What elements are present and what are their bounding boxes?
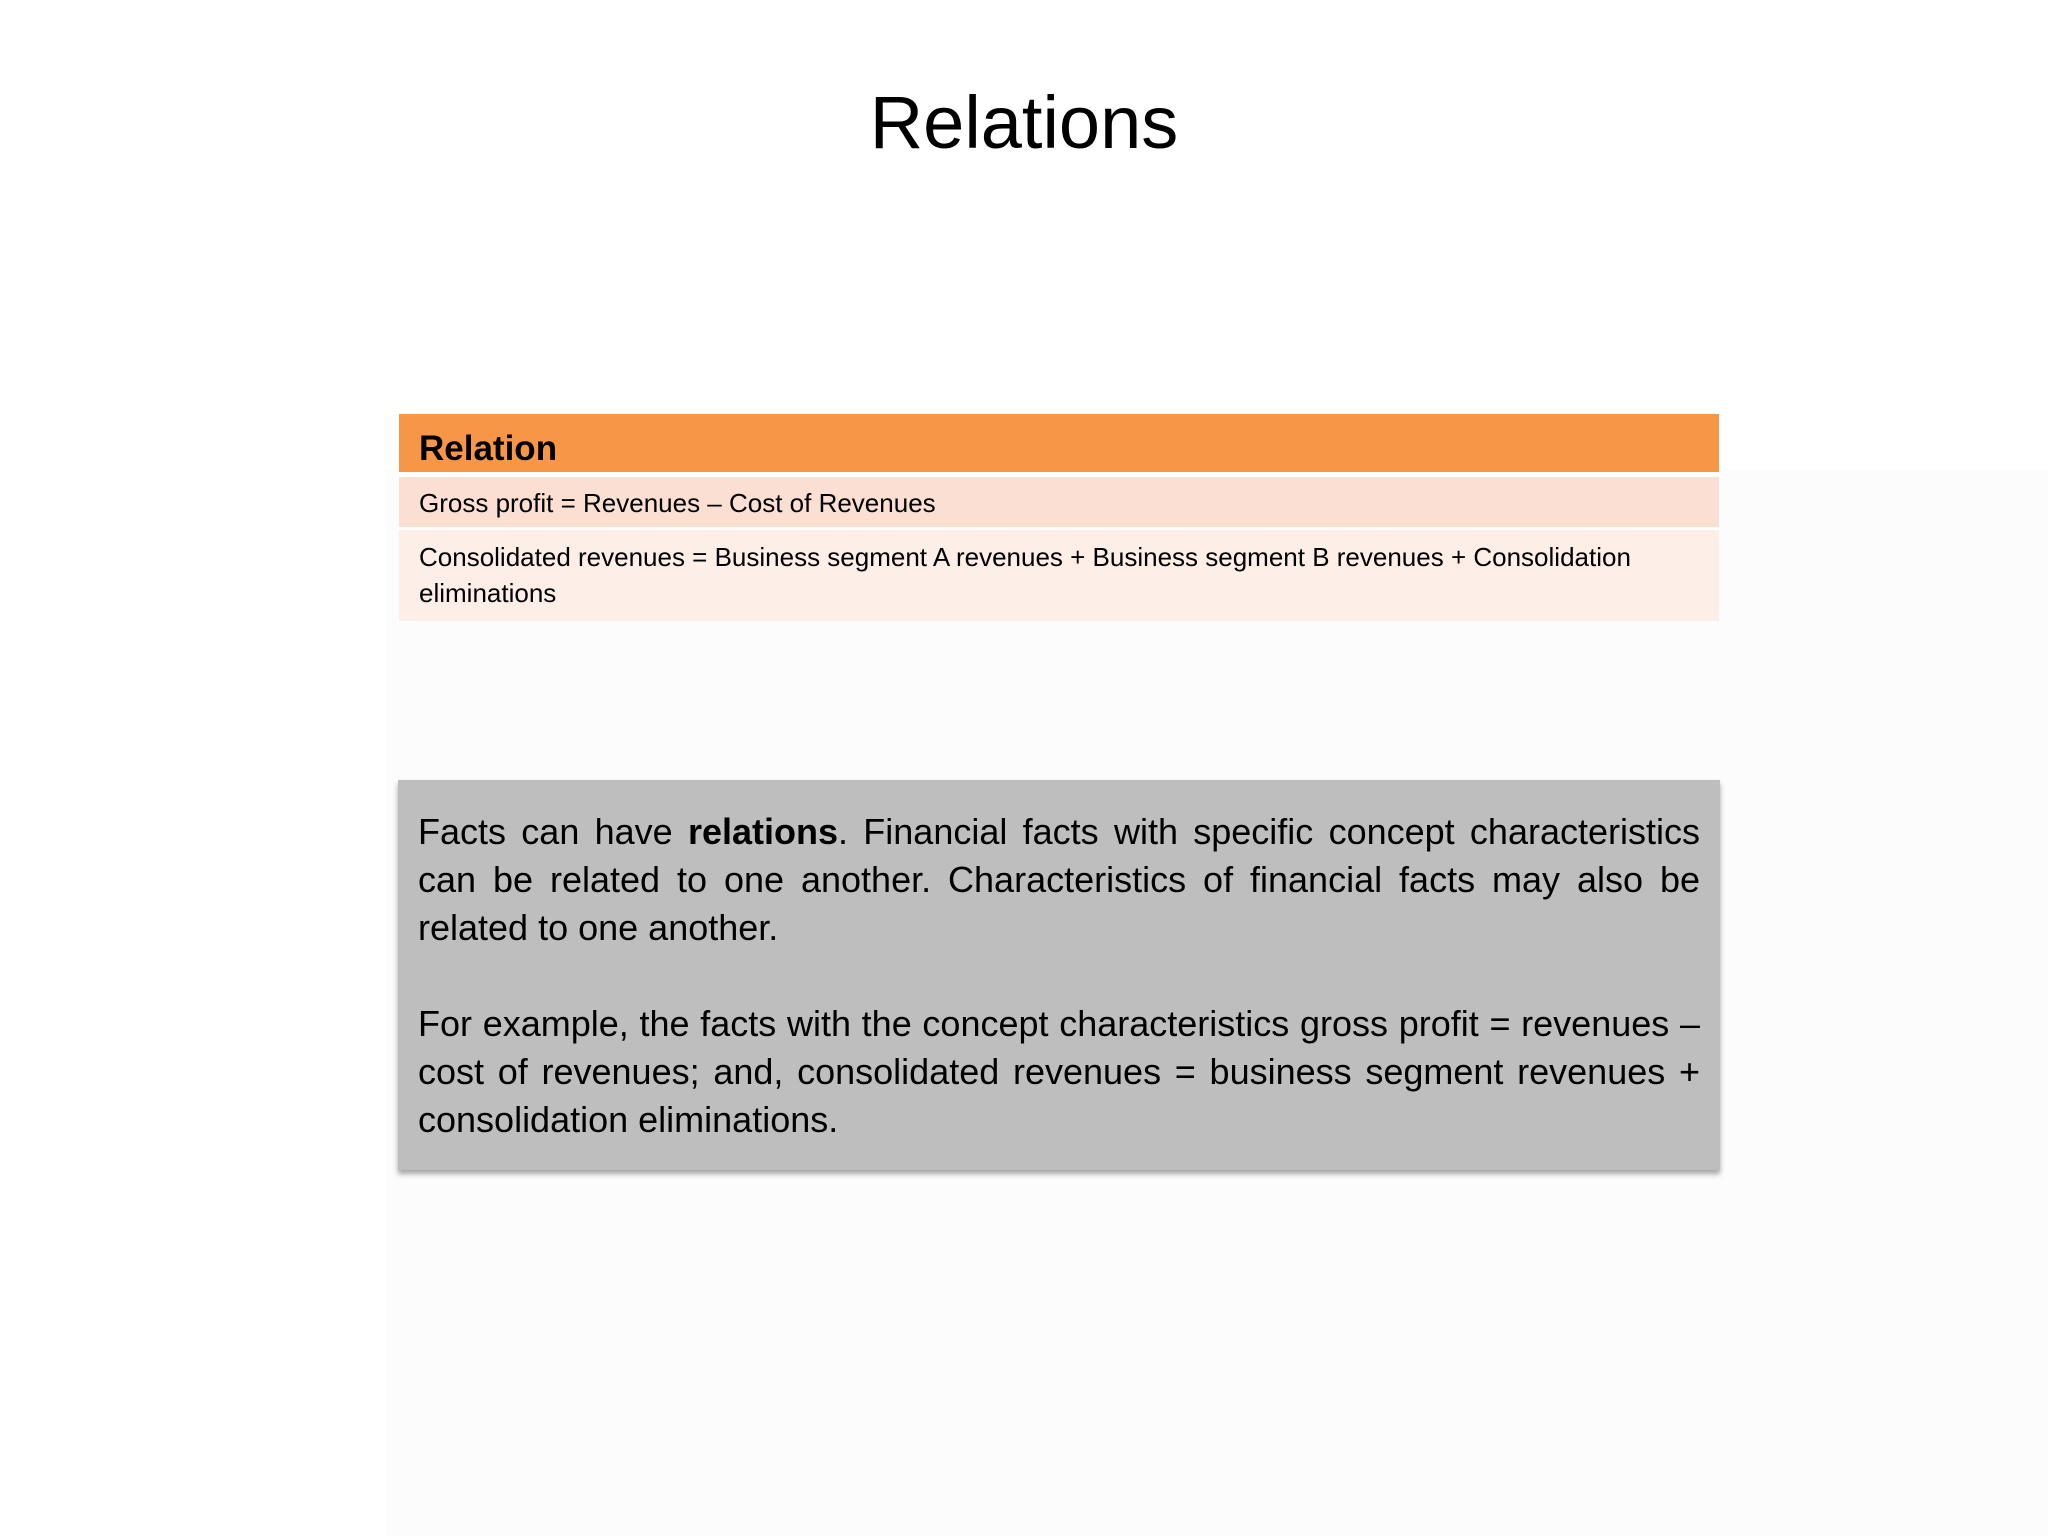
relation-table (399, 414, 1719, 621)
table-row: Consolidated revenues = Business segment A revenues + Business segment B revenues + Consolidation eliminations (399, 530, 1719, 621)
note-paragraph-1 (418, 808, 1700, 952)
note-box (398, 780, 1720, 1170)
table-row: Gross profit = Revenues – Cost of Revenues (399, 477, 1719, 530)
slide-title: Relations (869, 81, 1179, 164)
note-paragraph-2: For example, the facts with the concept characteristics gross profit = revenues – cost of revenues; and, consolidated revenues = business segment revenues + consolidation eliminations. (418, 1003, 1700, 1140)
note-bold-term: relations (687, 811, 839, 852)
note-lead-text: Facts can have (418, 811, 688, 852)
table-header: Relation (399, 414, 1719, 477)
note-rest-text: . Financial facts with specific concept characteristics can be related to one another. Characteristics of financial facts may also be related to one another. (418, 811, 1700, 948)
